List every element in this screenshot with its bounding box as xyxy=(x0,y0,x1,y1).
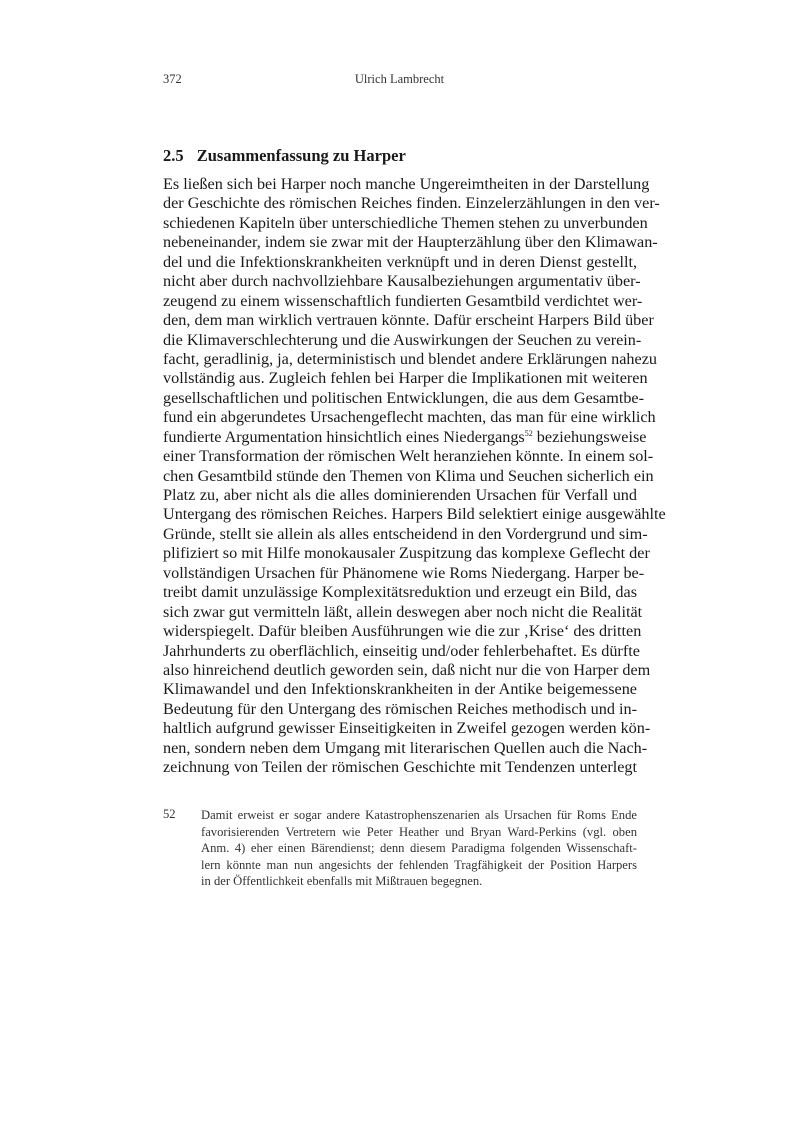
section-number: 2.5 xyxy=(163,146,184,165)
body-line: die Klimaverschlechterung und die Auswirkungen der Seuchen zu verein- xyxy=(163,330,642,349)
footnote-line: in der Öffentlichkeit ebenfalls mit Mißtrauen begegnen. xyxy=(201,874,483,889)
footnote-line: favorisierenden Vertretern wie Peter Heather und Bryan Ward-Perkins (vgl. oben xyxy=(201,824,637,839)
body-line: treibt damit unzulässige Komplexitätsreduktion und erzeugt ein Bild, das xyxy=(163,583,637,602)
running-header-author: Ulrich Lambrecht xyxy=(354,72,445,86)
body-line: also hinreichend deutlich geworden sein, daß nicht nur die von Harper dem xyxy=(163,660,651,679)
body-line-with-footnote-ref xyxy=(163,427,647,447)
footnote-number: 52 xyxy=(163,807,176,821)
body-line: nen, sondern neben dem Umgang mit literarischen Quellen auch die Nach- xyxy=(163,738,648,757)
body-line: Bedeutung für den Untergang des römischen Reiches methodisch und in- xyxy=(163,699,637,718)
body-line: haltlich aufgrund gewisser Einseitigkeiten in Zweifel gezogen werden kön- xyxy=(163,719,651,738)
body-line: plifiziert so mit Hilfe monokausaler Zuspitzung das komplexe Geflecht der xyxy=(163,544,650,563)
body-line: zeugend zu einem wissenschaftlich fundierten Gesamtbild verdichtet wer- xyxy=(163,291,643,310)
footnote-text xyxy=(201,807,637,890)
body-text xyxy=(163,175,666,778)
body-line: gesellschaftlichen und politischen Entwicklungen, die aus dem Gesamtbe- xyxy=(163,388,644,407)
footnote-line: Damit erweist er sogar andere Katastrophenszenarien als Ursachen für Roms Ende xyxy=(201,808,637,822)
body-line: widerspiegelt. Dafür bleiben Ausführungen wie die zur ‚Krise‘ des dritten xyxy=(163,622,642,641)
body-line: Jahrhunderts zu oberflächlich, einseitig und/oder fehlerbehaftet. Es dürfte xyxy=(163,641,640,660)
body-line: einer Transformation der römischen Welt heranziehen könnte. In einem sol- xyxy=(163,447,654,466)
body-line: Gründe, stellt sie allein als alles entscheidend in den Vordergrund und sim- xyxy=(163,524,648,543)
body-line: Untergang des römischen Reiches. Harpers Bild selektiert einige ausgewählte xyxy=(163,505,666,524)
body-line-text: fundierte Argumentation hinsichtlich eines Niedergangs xyxy=(163,427,525,446)
footnote-reference[interactable]: 52 xyxy=(524,428,533,438)
body-line: chen Gesamtbild stünde den Themen von Klima und Seuchen sicherlich ein xyxy=(163,466,654,485)
body-line: Platz zu, aber nicht als die alles dominierenden Ursachen für Verfall und xyxy=(163,486,637,504)
body-line: fund ein abgerundetes Ursachengeflecht machten, das man für eine wirklich xyxy=(163,408,656,427)
body-line: der Geschichte des römischen Reiches finden. Einzelerzählungen in den ver- xyxy=(163,194,660,213)
body-line: facht, geradlinig, ja, deterministisch und blendet andere Erklärungen nahezu xyxy=(163,349,657,368)
body-line: schiedenen Kapiteln über unterschiedliche Themen stehen zu unverbunden xyxy=(163,213,648,232)
body-line: nicht aber durch nachvollziehbare Kausalbeziehungen argumentativ über- xyxy=(163,272,641,291)
section-title: Zusammenfassung zu Harper xyxy=(196,146,406,165)
footnote-line: Anm. 4) eher einen Bärendienst; denn diesem Paradigma folgenden Wissenschaft- xyxy=(201,841,637,856)
page-number: 372 xyxy=(163,72,182,86)
body-line: sich zwar gut vermitteln läßt, allein deswegen aber noch nicht die Realität xyxy=(163,602,643,621)
footnote-line: lern könnte man nun angesichts der fehlenden Tragfähigkeit der Position Harpers xyxy=(201,857,637,872)
body-line: vollständigen Ursachen für Phänomene wie Roms Niedergang. Harper be- xyxy=(163,563,645,582)
body-line: del und die Infektionskrankheiten verknüpft und in deren Dienst gestellt, xyxy=(163,252,637,271)
section-heading xyxy=(163,146,406,166)
body-line: zeichnung von Teilen der römischen Geschichte mit Tendenzen unterlegt xyxy=(163,758,637,777)
body-line: Klimawandel und den Infektionskrankheiten in der Antike beigemessene xyxy=(163,680,637,699)
body-line: Es ließen sich bei Harper noch manche Ungereimtheiten in der Darstellung xyxy=(163,175,650,193)
body-line: vollständig aus. Zugleich fehlen bei Harper die Implikationen mit weiteren xyxy=(163,369,648,388)
body-line-text: beziehungsweise xyxy=(532,427,647,446)
body-line: den, dem man wirklich vertrauen könnte. Dafür erscheint Harpers Bild über xyxy=(163,311,654,330)
body-line: nebeneinander, indem sie zwar mit der Haupterzählung über den Klimawan- xyxy=(163,233,658,252)
